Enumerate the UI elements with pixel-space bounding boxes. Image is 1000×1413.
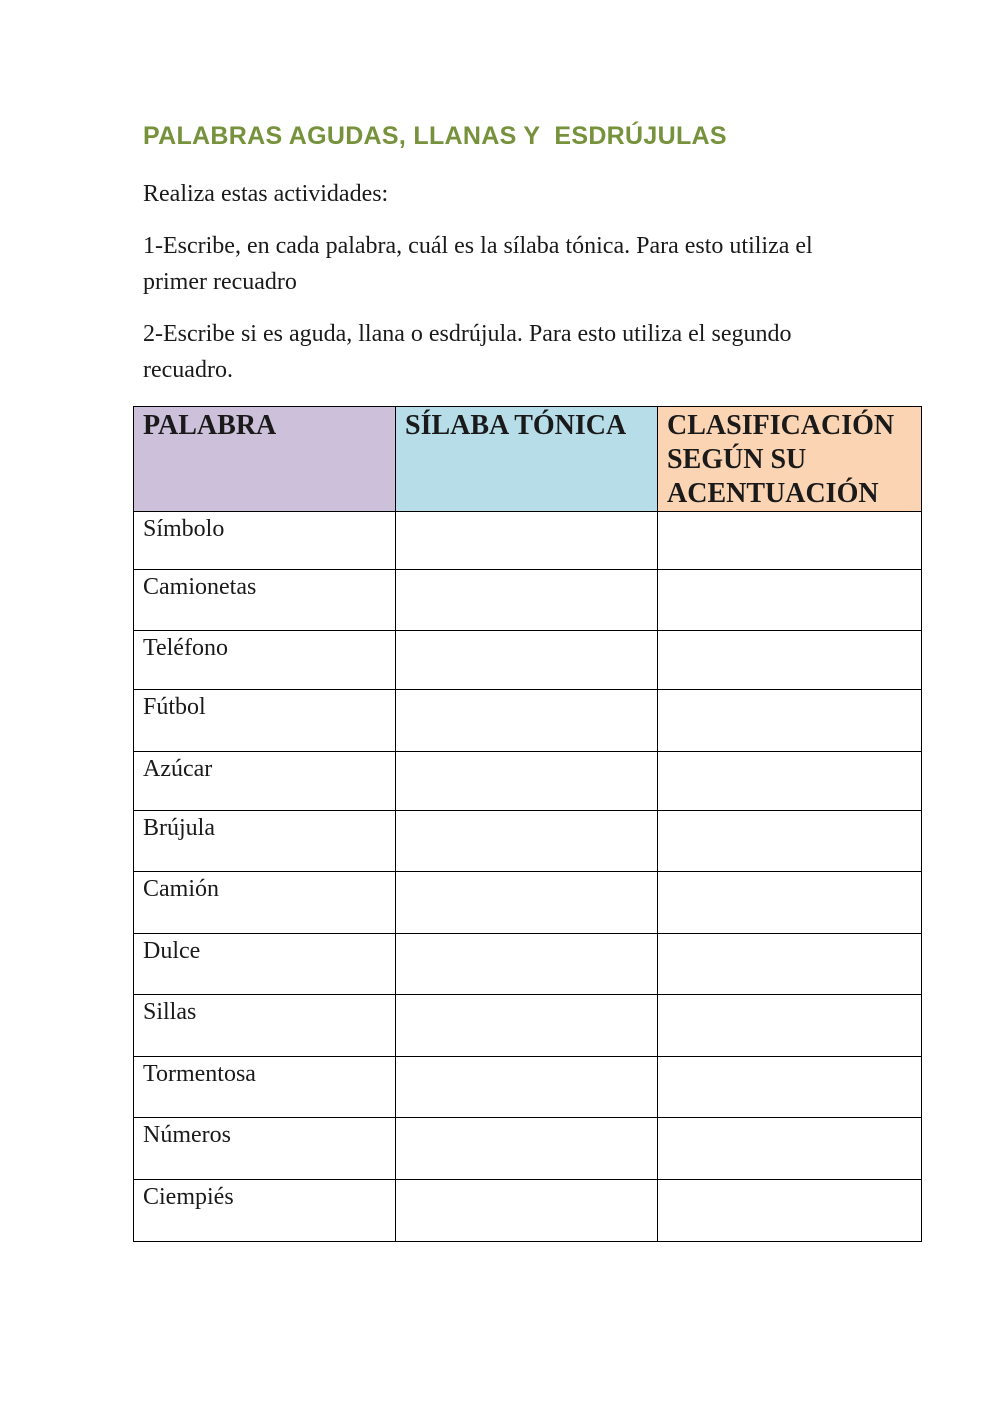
table-row <box>134 1057 922 1118</box>
clasificacion-cell[interactable] <box>658 811 922 872</box>
silaba-tonica-cell[interactable] <box>396 934 658 995</box>
instruction-2: 2-Escribe si es aguda, llana o esdrújula. Para esto utiliza el segundo recuadro. <box>143 321 792 383</box>
clasificacion-cell[interactable] <box>658 1118 922 1180</box>
clasificacion-cell[interactable] <box>658 690 922 752</box>
clasificacion-cell[interactable] <box>658 995 922 1057</box>
table-row <box>134 1118 922 1180</box>
word-cell: Azúcar <box>134 752 396 811</box>
header-silaba-tonica: SÍLABA TÓNICA <box>396 407 658 512</box>
table-header-row <box>134 407 922 512</box>
clasificacion-cell[interactable] <box>658 1180 922 1242</box>
silaba-tonica-cell[interactable] <box>396 631 658 690</box>
table-row <box>134 934 922 995</box>
word-cell: Camionetas <box>134 570 396 631</box>
header-clasificacion: CLASIFICACIÓN SEGÚN SU ACENTUACIÓN <box>658 407 922 512</box>
table-row <box>134 752 922 811</box>
word-cell: Fútbol <box>134 690 396 752</box>
silaba-tonica-cell[interactable] <box>396 1118 658 1180</box>
word-cell: Brújula <box>134 811 396 872</box>
silaba-tonica-cell[interactable] <box>396 872 658 934</box>
clasificacion-cell[interactable] <box>658 872 922 934</box>
word-cell: Sillas <box>134 995 396 1057</box>
silaba-tonica-cell[interactable] <box>396 752 658 811</box>
silaba-tonica-cell[interactable] <box>396 1180 658 1242</box>
header-palabra: PALABRA <box>134 407 396 512</box>
word-cell: Camión <box>134 872 396 934</box>
table-row <box>134 1180 922 1242</box>
instruction-1: 1-Escribe, en cada palabra, cuál es la sílaba tónica. Para esto utiliza el primer recuadro <box>143 233 813 295</box>
silaba-tonica-cell[interactable] <box>396 690 658 752</box>
clasificacion-cell[interactable] <box>658 631 922 690</box>
silaba-tonica-cell[interactable] <box>396 570 658 631</box>
intro-text: Realiza estas actividades: <box>143 181 389 207</box>
silaba-tonica-cell[interactable] <box>396 811 658 872</box>
table-row <box>134 512 922 570</box>
table-row <box>134 995 922 1057</box>
table-row <box>134 570 922 631</box>
silaba-tonica-cell[interactable] <box>396 512 658 570</box>
table-row <box>134 690 922 752</box>
exercise-table <box>133 406 922 1242</box>
word-cell: Dulce <box>134 934 396 995</box>
table-row <box>134 811 922 872</box>
table-row <box>134 872 922 934</box>
clasificacion-cell[interactable] <box>658 934 922 995</box>
word-cell: Teléfono <box>134 631 396 690</box>
clasificacion-cell[interactable] <box>658 752 922 811</box>
word-cell: Tormentosa <box>134 1057 396 1118</box>
clasificacion-cell[interactable] <box>658 570 922 631</box>
clasificacion-cell[interactable] <box>658 1057 922 1118</box>
word-cell: Ciempiés <box>134 1180 396 1242</box>
word-cell: Números <box>134 1118 396 1180</box>
table-row <box>134 631 922 690</box>
silaba-tonica-cell[interactable] <box>396 1057 658 1118</box>
word-cell: Símbolo <box>134 512 396 570</box>
worksheet-title: PALABRAS AGUDAS, LLANAS Y ESDRÚJULAS <box>143 122 727 150</box>
silaba-tonica-cell[interactable] <box>396 995 658 1057</box>
clasificacion-cell[interactable] <box>658 512 922 570</box>
